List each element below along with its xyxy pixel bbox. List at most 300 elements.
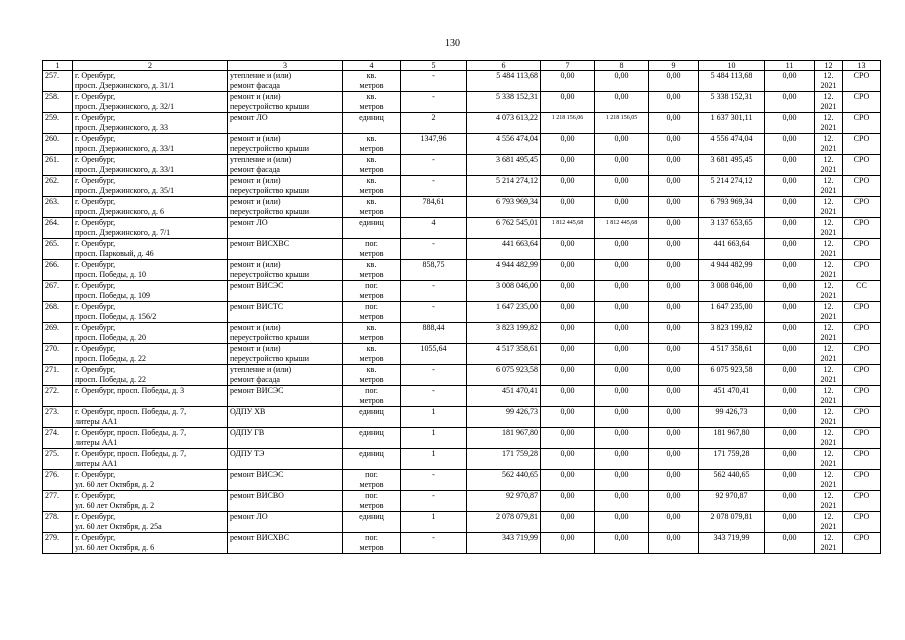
address-line-1: г. Оренбург,	[75, 512, 116, 521]
address-line-1: г. Оренбург,	[75, 113, 116, 122]
work-line-2: ремонт фасада	[230, 165, 280, 174]
address-cell	[73, 302, 228, 323]
work-type-cell	[228, 155, 343, 176]
address-line-1: г. Оренбург, просп. Победы, д. 7,	[75, 428, 187, 437]
address-cell	[73, 71, 228, 92]
unit-cell	[343, 218, 401, 239]
deadline-year: 2021	[820, 480, 837, 489]
unit-line-1: пог.	[365, 302, 378, 311]
table-row	[43, 71, 881, 92]
address-cell	[73, 197, 228, 218]
work-type-cell	[228, 302, 343, 323]
table-row	[43, 428, 881, 449]
fund-2-cell: 0,00	[595, 428, 649, 449]
work-type-cell	[228, 449, 343, 470]
table-row	[43, 470, 881, 491]
row-number: 273.	[43, 407, 73, 428]
row-number: 268.	[43, 302, 73, 323]
row-number: 259.	[43, 113, 73, 134]
deadline-cell	[815, 155, 843, 176]
column-header-13: 13	[843, 61, 881, 71]
work-type-cell	[228, 134, 343, 155]
unit-line-2: метров	[359, 249, 384, 258]
fund-5-cell: 0,00	[765, 365, 815, 386]
work-line-1: ремонт ВИСЭС	[230, 386, 284, 395]
work-line-1: ремонт и (или)	[230, 197, 281, 206]
fund-5-cell: 0,00	[765, 71, 815, 92]
table-row	[43, 239, 881, 260]
unit-line-1: кв.	[366, 92, 377, 101]
fund-2-cell: 0,00	[595, 533, 649, 554]
work-type-cell	[228, 218, 343, 239]
fund-3-cell: 0,00	[649, 302, 699, 323]
fund-4-cell: 4 556 474,04	[699, 134, 765, 155]
row-number: 275.	[43, 449, 73, 470]
deadline-month: 12.	[823, 155, 834, 164]
row-number: 269.	[43, 323, 73, 344]
column-header-8: 8	[595, 61, 649, 71]
address-line-2: ул. 60 лет Октября, д. 2	[75, 480, 155, 489]
fund-3-cell: 0,00	[649, 491, 699, 512]
row-number: 272.	[43, 386, 73, 407]
work-line-1: ремонт ЛО	[230, 113, 268, 122]
method-cell: СРО	[843, 512, 881, 533]
fund-4-cell: 3 137 653,65	[699, 218, 765, 239]
unit-cell	[343, 512, 401, 533]
work-line-1: ремонт ВИСХВС	[230, 533, 290, 542]
fund-1-cell: 0,00	[541, 428, 595, 449]
column-header-2: 2	[73, 61, 228, 71]
deadline-month: 12.	[823, 365, 834, 374]
unit-cell	[343, 428, 401, 449]
total-cost-cell: 1 647 235,00	[467, 302, 541, 323]
work-line-1: ремонт ВИСХВС	[230, 239, 290, 248]
fund-4-cell: 4 944 482,99	[699, 260, 765, 281]
fund-2-cell: 0,00	[595, 176, 649, 197]
deadline-year: 2021	[820, 417, 837, 426]
row-number: 258.	[43, 92, 73, 113]
work-line-2: переустройство крыши	[230, 333, 310, 342]
fund-5-cell: 0,00	[765, 323, 815, 344]
work-line-2: переустройство крыши	[230, 144, 310, 153]
deadline-month: 12.	[823, 239, 834, 248]
fund-1-cell: 0,00	[541, 197, 595, 218]
address-cell	[73, 407, 228, 428]
deadline-year: 2021	[820, 165, 837, 174]
address-line-1: г. Оренбург,	[75, 302, 116, 311]
total-cost-cell: 3 823 199,82	[467, 323, 541, 344]
work-line-1: ОДПУ ХВ	[230, 407, 266, 416]
fund-1-cell: 0,00	[541, 92, 595, 113]
deadline-cell	[815, 239, 843, 260]
address-cell	[73, 428, 228, 449]
total-cost-cell: 5 214 274,12	[467, 176, 541, 197]
unit-line-1: пог.	[365, 281, 378, 290]
unit-cell	[343, 281, 401, 302]
unit-line-1: кв.	[366, 71, 377, 80]
fund-1-cell: 0,00	[541, 533, 595, 554]
work-line-1: ремонт и (или)	[230, 344, 281, 353]
fund-1-cell: 0,00	[541, 365, 595, 386]
total-cost-cell: 2 078 079,81	[467, 512, 541, 533]
fund-5-cell: 0,00	[765, 302, 815, 323]
fund-3-cell: 0,00	[649, 92, 699, 113]
method-cell: СРО	[843, 344, 881, 365]
unit-line-1: кв.	[366, 176, 377, 185]
deadline-cell	[815, 533, 843, 554]
total-cost-cell: 6 075 923,58	[467, 365, 541, 386]
fund-5-cell: 0,00	[765, 197, 815, 218]
fund-3-cell: 0,00	[649, 449, 699, 470]
page-number: 130	[445, 38, 460, 49]
fund-4-cell: 1 637 301,11	[699, 113, 765, 134]
fund-4-cell: 3 008 046,00	[699, 281, 765, 302]
address-line-2: просп. Победы, д. 156/2	[75, 312, 157, 321]
deadline-month: 12.	[823, 176, 834, 185]
fund-2-cell: 0,00	[595, 323, 649, 344]
fund-2-cell: 0,00	[595, 344, 649, 365]
fund-3-cell: 0,00	[649, 218, 699, 239]
deadline-month: 12.	[823, 449, 834, 458]
fund-5-cell: 0,00	[765, 218, 815, 239]
unit-cell	[343, 176, 401, 197]
method-cell: СРО	[843, 92, 881, 113]
deadline-month: 12.	[823, 491, 834, 500]
address-cell	[73, 512, 228, 533]
fund-5-cell: 0,00	[765, 176, 815, 197]
fund-2-cell: 0,00	[595, 155, 649, 176]
address-line-2: просп. Парковый, д. 46	[75, 249, 154, 258]
total-cost-cell: 6 793 969,34	[467, 197, 541, 218]
fund-2-cell: 1 812 445,68	[595, 218, 649, 239]
work-type-cell	[228, 533, 343, 554]
fund-3-cell: 0,00	[649, 533, 699, 554]
quantity-cell: 4	[401, 218, 467, 239]
address-line-1: г. Оренбург,	[75, 134, 116, 143]
address-line-1: г. Оренбург,	[75, 239, 116, 248]
quantity-cell: -	[401, 491, 467, 512]
table-row	[43, 113, 881, 134]
method-cell: СРО	[843, 470, 881, 491]
address-line-2: литеры АА1	[75, 417, 118, 426]
quantity-cell: 1	[401, 407, 467, 428]
address-line-2: просп. Дзержинского, д. 35/1	[75, 186, 175, 195]
address-line-1: г. Оренбург,	[75, 218, 116, 227]
work-line-2: переустройство крыши	[230, 186, 310, 195]
work-type-cell	[228, 512, 343, 533]
row-number: 257.	[43, 71, 73, 92]
unit-line-1: единиц	[359, 512, 384, 521]
column-header-7: 7	[541, 61, 595, 71]
deadline-cell	[815, 218, 843, 239]
deadline-cell	[815, 92, 843, 113]
deadline-year: 2021	[820, 333, 837, 342]
address-line-2: просп. Дзержинского, д. 32/1	[75, 102, 175, 111]
unit-cell	[343, 407, 401, 428]
unit-line-2: метров	[359, 375, 384, 384]
fund-5-cell: 0,00	[765, 239, 815, 260]
address-line-2: ул. 60 лет Октября, д. 25а	[75, 522, 162, 531]
fund-5-cell: 0,00	[765, 134, 815, 155]
table-row	[43, 197, 881, 218]
work-type-cell	[228, 176, 343, 197]
column-header-3: 3	[228, 61, 343, 71]
fund-1-cell: 0,00	[541, 302, 595, 323]
row-number: 263.	[43, 197, 73, 218]
unit-cell	[343, 470, 401, 491]
quantity-cell: -	[401, 302, 467, 323]
work-type-cell	[228, 260, 343, 281]
fund-3-cell: 0,00	[649, 176, 699, 197]
column-header-4: 4	[343, 61, 401, 71]
quantity-cell: 1055,64	[401, 344, 467, 365]
method-cell: СРО	[843, 407, 881, 428]
row-number: 264.	[43, 218, 73, 239]
unit-cell	[343, 323, 401, 344]
fund-5-cell: 0,00	[765, 155, 815, 176]
table-row	[43, 365, 881, 386]
work-line-1: ремонт ЛО	[230, 218, 268, 227]
row-number: 277.	[43, 491, 73, 512]
deadline-cell	[815, 407, 843, 428]
unit-line-1: единиц	[359, 407, 384, 416]
quantity-cell: -	[401, 71, 467, 92]
fund-1-cell: 1 812 445,68	[541, 218, 595, 239]
deadline-month: 12.	[823, 71, 834, 80]
deadline-year: 2021	[820, 543, 837, 552]
work-line-1: утепление и (или)	[230, 155, 292, 164]
table-row	[43, 323, 881, 344]
fund-3-cell: 0,00	[649, 323, 699, 344]
address-cell	[73, 239, 228, 260]
row-number: 278.	[43, 512, 73, 533]
fund-2-cell: 0,00	[595, 512, 649, 533]
fund-3-cell: 0,00	[649, 470, 699, 491]
fund-5-cell: 0,00	[765, 512, 815, 533]
total-cost-cell: 4 517 358,61	[467, 344, 541, 365]
work-line-1: ремонт и (или)	[230, 134, 281, 143]
deadline-cell	[815, 470, 843, 491]
row-number: 279.	[43, 533, 73, 554]
method-cell: СРО	[843, 113, 881, 134]
fund-2-cell: 0,00	[595, 449, 649, 470]
row-number: 261.	[43, 155, 73, 176]
deadline-cell	[815, 176, 843, 197]
unit-line-1: кв.	[366, 197, 377, 206]
row-number: 265.	[43, 239, 73, 260]
work-line-1: ОДПУ ГВ	[230, 428, 265, 437]
unit-line-1: кв.	[366, 155, 377, 164]
unit-cell	[343, 365, 401, 386]
method-cell: СРО	[843, 386, 881, 407]
fund-4-cell: 6 793 969,34	[699, 197, 765, 218]
fund-2-cell: 0,00	[595, 407, 649, 428]
fund-5-cell: 0,00	[765, 113, 815, 134]
unit-line-1: кв.	[366, 260, 377, 269]
header-row	[43, 61, 881, 71]
method-cell: СРО	[843, 491, 881, 512]
table-row	[43, 512, 881, 533]
quantity-cell: -	[401, 155, 467, 176]
deadline-year: 2021	[820, 102, 837, 111]
unit-line-1: кв.	[366, 344, 377, 353]
fund-4-cell: 6 075 923,58	[699, 365, 765, 386]
unit-line-2: метров	[359, 543, 384, 552]
deadline-cell	[815, 344, 843, 365]
address-line-2: ул. 60 лет Октября, д. 2	[75, 501, 155, 510]
fund-4-cell: 562 440,65	[699, 470, 765, 491]
fund-5-cell: 0,00	[765, 92, 815, 113]
deadline-cell	[815, 197, 843, 218]
table-row	[43, 449, 881, 470]
address-cell	[73, 155, 228, 176]
unit-line-2: метров	[359, 144, 384, 153]
deadline-year: 2021	[820, 144, 837, 153]
total-cost-cell: 181 967,80	[467, 428, 541, 449]
method-cell: СРО	[843, 533, 881, 554]
address-line-1: г. Оренбург,	[75, 533, 116, 542]
unit-line-1: пог.	[365, 386, 378, 395]
column-header-6: 6	[467, 61, 541, 71]
row-number: 262.	[43, 176, 73, 197]
unit-line-1: пог.	[365, 491, 378, 500]
deadline-month: 12.	[823, 92, 834, 101]
fund-2-cell: 0,00	[595, 134, 649, 155]
unit-line-2: метров	[359, 501, 384, 510]
column-header-1: 1	[43, 61, 73, 71]
unit-line-1: единиц	[359, 449, 384, 458]
unit-line-2: метров	[359, 312, 384, 321]
fund-2-cell: 0,00	[595, 260, 649, 281]
deadline-month: 12.	[823, 533, 834, 542]
unit-line-2: метров	[359, 207, 384, 216]
unit-line-1: пог.	[365, 470, 378, 479]
table-row	[43, 407, 881, 428]
row-number: 260.	[43, 134, 73, 155]
fund-2-cell: 0,00	[595, 302, 649, 323]
fund-2-cell: 0,00	[595, 365, 649, 386]
fund-2-cell: 0,00	[595, 386, 649, 407]
address-cell	[73, 449, 228, 470]
address-line-1: г. Оренбург,	[75, 281, 116, 290]
work-type-cell	[228, 428, 343, 449]
total-cost-cell: 6 762 545,01	[467, 218, 541, 239]
address-cell	[73, 113, 228, 134]
work-line-1: ремонт ЛО	[230, 512, 268, 521]
fund-1-cell: 0,00	[541, 449, 595, 470]
table-row	[43, 134, 881, 155]
unit-line-2: метров	[359, 354, 384, 363]
total-cost-cell: 4 944 482,99	[467, 260, 541, 281]
quantity-cell: -	[401, 92, 467, 113]
fund-1-cell: 0,00	[541, 407, 595, 428]
fund-3-cell: 0,00	[649, 113, 699, 134]
fund-2-cell: 0,00	[595, 197, 649, 218]
total-cost-cell: 99 426,73	[467, 407, 541, 428]
table-row	[43, 344, 881, 365]
address-cell	[73, 176, 228, 197]
deadline-cell	[815, 323, 843, 344]
total-cost-cell: 92 970,87	[467, 491, 541, 512]
unit-line-2: метров	[359, 270, 384, 279]
deadline-month: 12.	[823, 344, 834, 353]
fund-5-cell: 0,00	[765, 281, 815, 302]
method-cell: СРО	[843, 365, 881, 386]
fund-1-cell: 0,00	[541, 281, 595, 302]
fund-1-cell: 0,00	[541, 386, 595, 407]
method-cell: СРО	[843, 323, 881, 344]
table-row	[43, 491, 881, 512]
address-cell	[73, 386, 228, 407]
address-line-1: г. Оренбург,	[75, 323, 116, 332]
work-line-2: ремонт фасада	[230, 81, 280, 90]
fund-4-cell: 181 967,80	[699, 428, 765, 449]
unit-cell	[343, 92, 401, 113]
fund-2-cell: 0,00	[595, 71, 649, 92]
work-type-cell	[228, 491, 343, 512]
fund-2-cell: 0,00	[595, 470, 649, 491]
fund-1-cell: 0,00	[541, 71, 595, 92]
unit-line-2: метров	[359, 165, 384, 174]
fund-3-cell: 0,00	[649, 155, 699, 176]
deadline-year: 2021	[820, 123, 837, 132]
address-line-1: г. Оренбург,	[75, 365, 116, 374]
work-type-cell	[228, 197, 343, 218]
fund-1-cell: 0,00	[541, 323, 595, 344]
deadline-month: 12.	[823, 260, 834, 269]
quantity-cell: -	[401, 386, 467, 407]
address-line-1: г. Оренбург,	[75, 155, 116, 164]
quantity-cell: 1	[401, 512, 467, 533]
deadline-month: 12.	[823, 302, 834, 311]
deadline-cell	[815, 260, 843, 281]
fund-3-cell: 0,00	[649, 512, 699, 533]
method-cell: СРО	[843, 239, 881, 260]
address-line-2: просп. Победы, д. 10	[75, 270, 147, 279]
address-cell	[73, 92, 228, 113]
method-cell: СРО	[843, 134, 881, 155]
table-row	[43, 386, 881, 407]
fund-3-cell: 0,00	[649, 260, 699, 281]
unit-cell	[343, 386, 401, 407]
fund-3-cell: 0,00	[649, 239, 699, 260]
table-row	[43, 281, 881, 302]
address-line-2: просп. Дзержинского, д. 33/1	[75, 165, 175, 174]
address-cell	[73, 365, 228, 386]
work-line-2: переустройство крыши	[230, 207, 310, 216]
work-type-cell	[228, 281, 343, 302]
deadline-month: 12.	[823, 218, 834, 227]
total-cost-cell: 171 759,28	[467, 449, 541, 470]
unit-line-1: единиц	[359, 428, 384, 437]
deadline-year: 2021	[820, 291, 837, 300]
address-line-2: просп. Дзержинского, д. 31/1	[75, 81, 175, 90]
fund-4-cell: 99 426,73	[699, 407, 765, 428]
fund-1-cell: 0,00	[541, 134, 595, 155]
address-line-2: просп. Победы, д. 22	[75, 375, 147, 384]
fund-3-cell: 0,00	[649, 134, 699, 155]
address-line-1: г. Оренбург,	[75, 176, 116, 185]
address-line-1: г. Оренбург,	[75, 344, 116, 353]
total-cost-cell: 562 440,65	[467, 470, 541, 491]
unit-line-2: метров	[359, 186, 384, 195]
quantity-cell: -	[401, 239, 467, 260]
deadline-month: 12.	[823, 323, 834, 332]
address-cell	[73, 344, 228, 365]
unit-line-1: кв.	[366, 134, 377, 143]
address-line-1: г. Оренбург,	[75, 197, 116, 206]
deadline-year: 2021	[820, 207, 837, 216]
